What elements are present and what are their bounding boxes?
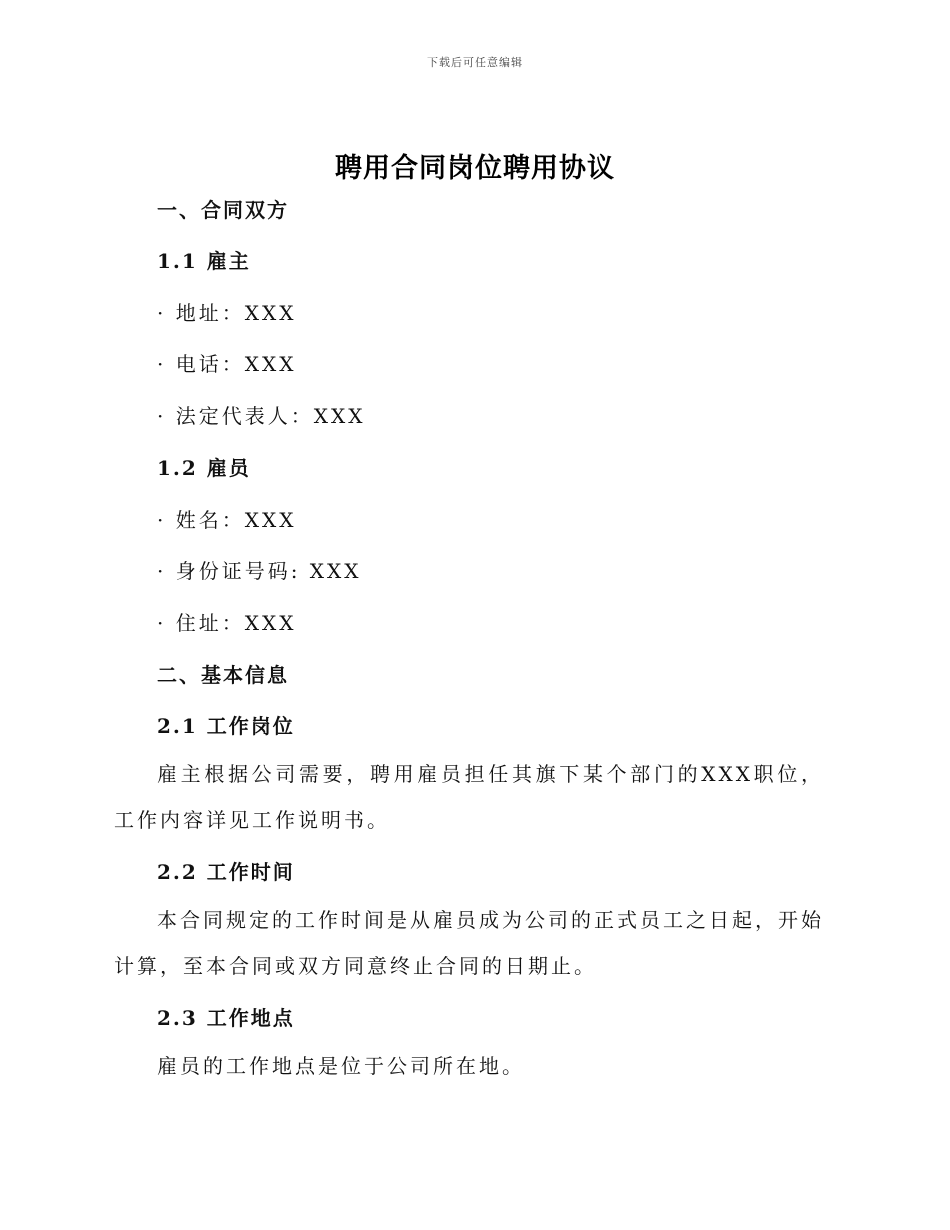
position-paragraph: 雇主根据公司需要，聘用雇员担任其旗下某个部门的XXX职位，工作内容详见工作说明书。: [114, 762, 824, 832]
employer-phone: · 电话：XXX: [157, 352, 297, 376]
time-paragraph: 本合同规定的工作时间是从雇员成为公司的正式员工之日起，开始计算，至本合同或双方同意终止合同的日期止。: [114, 908, 824, 978]
employee-residence: · 住址：XXX: [157, 611, 297, 635]
section-heading-basic-info: 二、基本信息: [157, 663, 289, 687]
subsection-heading-time: 2.2 工作时间: [157, 860, 295, 884]
subsection-heading-employee: 1.2 雇员: [157, 456, 251, 480]
subsection-heading-employer: 1.1 雇主: [157, 249, 251, 273]
location-paragraph: 雇员的工作地点是位于公司所在地。: [157, 1054, 525, 1078]
employee-name: · 姓名：XXX: [157, 508, 297, 532]
employer-address: · 地址：XXX: [157, 301, 297, 325]
subsection-heading-position: 2.1 工作岗位: [157, 714, 295, 738]
header-note: 下载后可任意编辑: [427, 56, 523, 69]
document-title: 聘用合同岗位聘用协议: [335, 153, 615, 184]
section-heading-parties: 一、合同双方: [157, 198, 289, 222]
employer-legal-rep: · 法定代表人：XXX: [157, 404, 366, 428]
subsection-heading-location: 2.3 工作地点: [157, 1006, 295, 1030]
employee-id-number: · 身份证号码: XXX: [157, 559, 362, 583]
